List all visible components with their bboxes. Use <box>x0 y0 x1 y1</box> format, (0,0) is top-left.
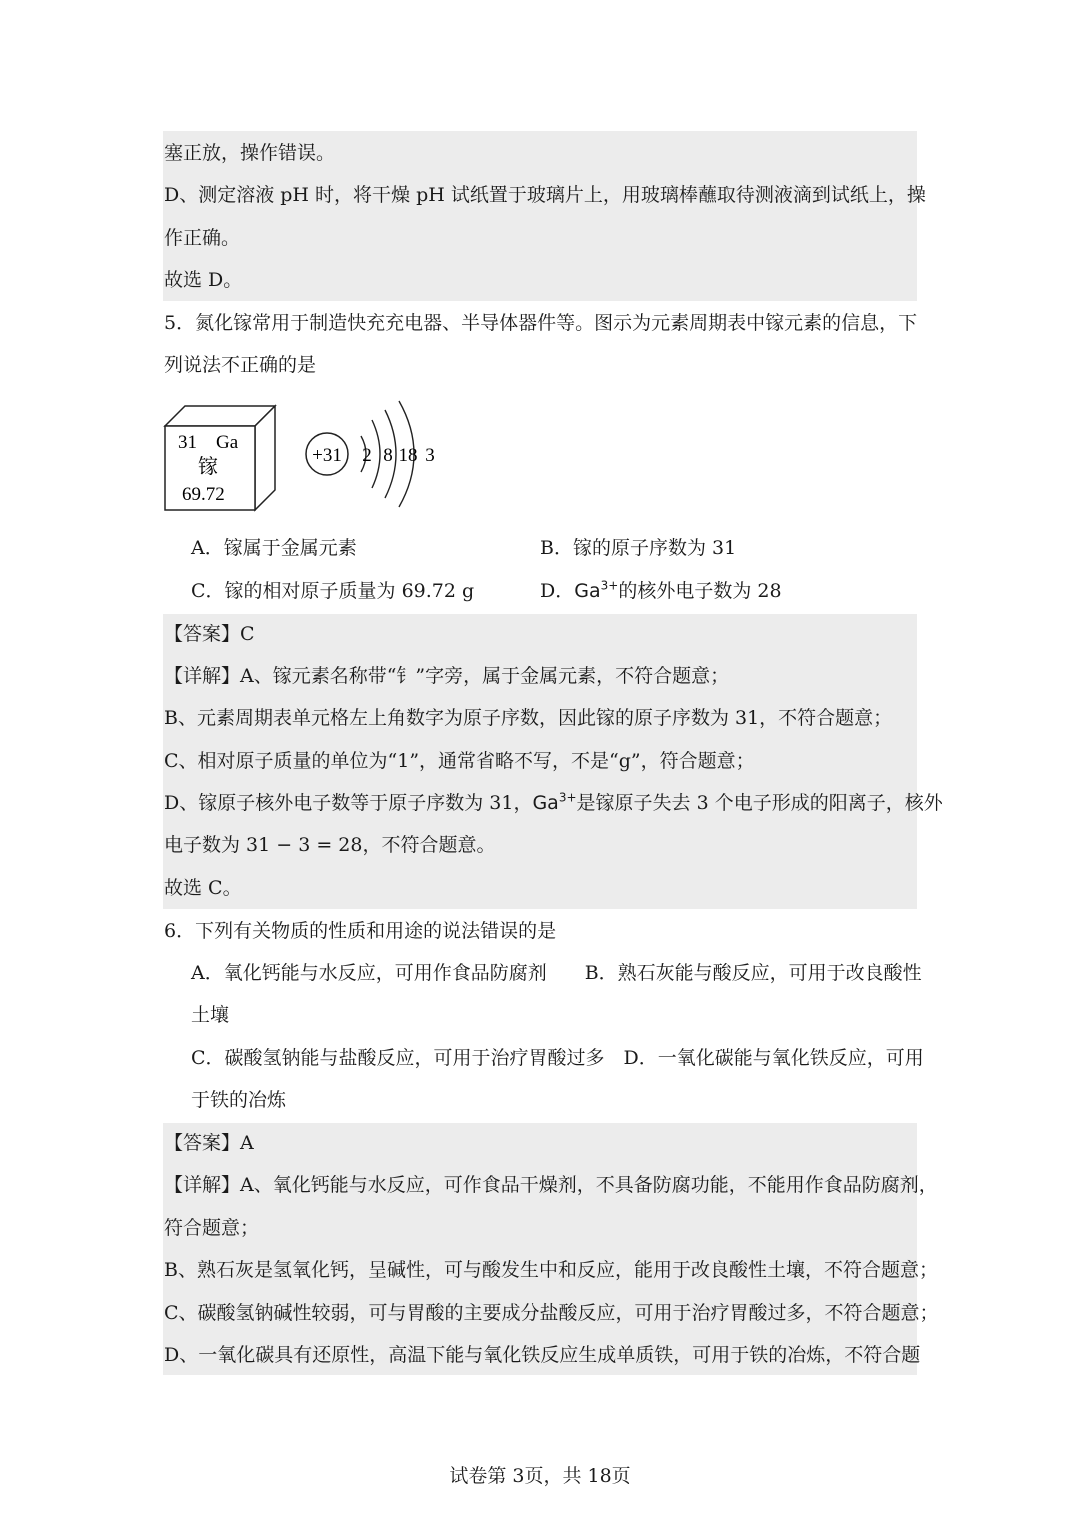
analysis-4-line: D、测定溶液 pH 时，将干燥 pH 试纸置于玻璃片上，用玻璃棒蘸取待测液滴到试纸上，操 <box>164 184 926 206</box>
element-symbol: Ga <box>216 432 239 453</box>
shell-electrons: 2 <box>362 445 372 466</box>
detail-5-line: C、相对原子质量的单位为“1”，通常省略不写，不是“g”，符合题意； <box>164 750 755 772</box>
option-b: B．镓的原子序数为 31 <box>540 537 737 559</box>
question-6-options: 土壤 <box>191 1004 230 1026</box>
analysis-6-shade <box>163 1123 917 1375</box>
question-6-options: 于铁的冶炼 <box>191 1089 287 1111</box>
element-name: 镓 <box>198 454 218 478</box>
detail-5-line: B、元素周期表单元格左上角数字为原子序数，因此镓的原子序数为 31，不符合题意； <box>164 707 893 729</box>
page-footer: 试卷第 3页，共 18页 <box>449 1465 631 1487</box>
option-c: C．镓的相对原子质量为 69.72 g <box>191 580 475 602</box>
question-5-stem: 列说法不正确的是 <box>164 354 317 376</box>
option-a: A．镓属于金属元素 <box>191 537 357 559</box>
element-number: 31 <box>178 432 197 453</box>
atomic-structure-diagram <box>300 398 440 510</box>
analysis-4-line: 塞正放，操作错误。 <box>164 142 336 164</box>
detail-6-line: C、碳酸氢钠碱性较弱，可与胃酸的主要成分盐酸反应，可用于治疗胃酸过多，不符合题意； <box>164 1302 939 1324</box>
shell-electrons: 3 <box>425 445 435 466</box>
question-5-stem: 5．氮化镓常用于制造快充充电器、半导体器件等。图示为元素周期表中镓元素的信息，下 <box>164 312 918 334</box>
periodic-table-cell <box>162 403 278 515</box>
detail-5-line: 【详解】A、镓元素名称带“钅”字旁，属于金属元素，不符合题意； <box>164 665 730 687</box>
question-6-options: C．碳酸氢钠能与盐酸反应，可用于治疗胃酸过多 D．一氧化碳能与氧化铁反应，可用 <box>191 1047 924 1069</box>
detail-5-line: D、镓原子核外电子数等于原子序数为 31，$Ga^{3+}$是镓原子失去 3 个电子形成的阳离子，核外 <box>164 790 943 814</box>
detail-5-line: 电子数为 31 − 3 = 28，不符合题意。 <box>164 834 496 856</box>
detail-6-line: B、熟石灰是氢氧化钙，呈碱性，可与酸发生中和反应，能用于改良酸性土壤，不符合题意； <box>164 1259 938 1281</box>
nucleus-charge: +31 <box>312 445 342 466</box>
detail-6-line: 【详解】A、氧化钙能与水反应，可作食品干燥剂，不具备防腐功能，不能用作食品防腐剂， <box>164 1174 938 1196</box>
answer-6: 【答案】A <box>164 1132 254 1154</box>
question-6-options: A．氧化钙能与水反应，可用作食品防腐剂 B．熟石灰能与酸反应，可用于改良酸性 <box>191 962 922 984</box>
analysis-4-conclusion: 故选 D。 <box>164 269 243 291</box>
conclusion-5: 故选 C。 <box>164 877 242 899</box>
shell-electrons: 18 <box>398 445 418 466</box>
option-d: D．$Ga^{3+}$的核外电子数为 28 <box>540 578 782 602</box>
question-6-stem: 6．下列有关物质的性质和用途的说法错误的是 <box>164 920 557 942</box>
answer-5: 【答案】C <box>164 623 255 645</box>
element-mass: 69.72 <box>182 484 225 505</box>
detail-6-line: 符合题意； <box>164 1217 260 1239</box>
detail-6-line: D、一氧化碳具有还原性，高温下能与氧化铁反应生成单质铁，可用于铁的冶炼，不符合题 <box>164 1344 921 1366</box>
shell-electrons: 8 <box>383 445 393 466</box>
analysis-4-line: 作正确。 <box>164 227 241 249</box>
